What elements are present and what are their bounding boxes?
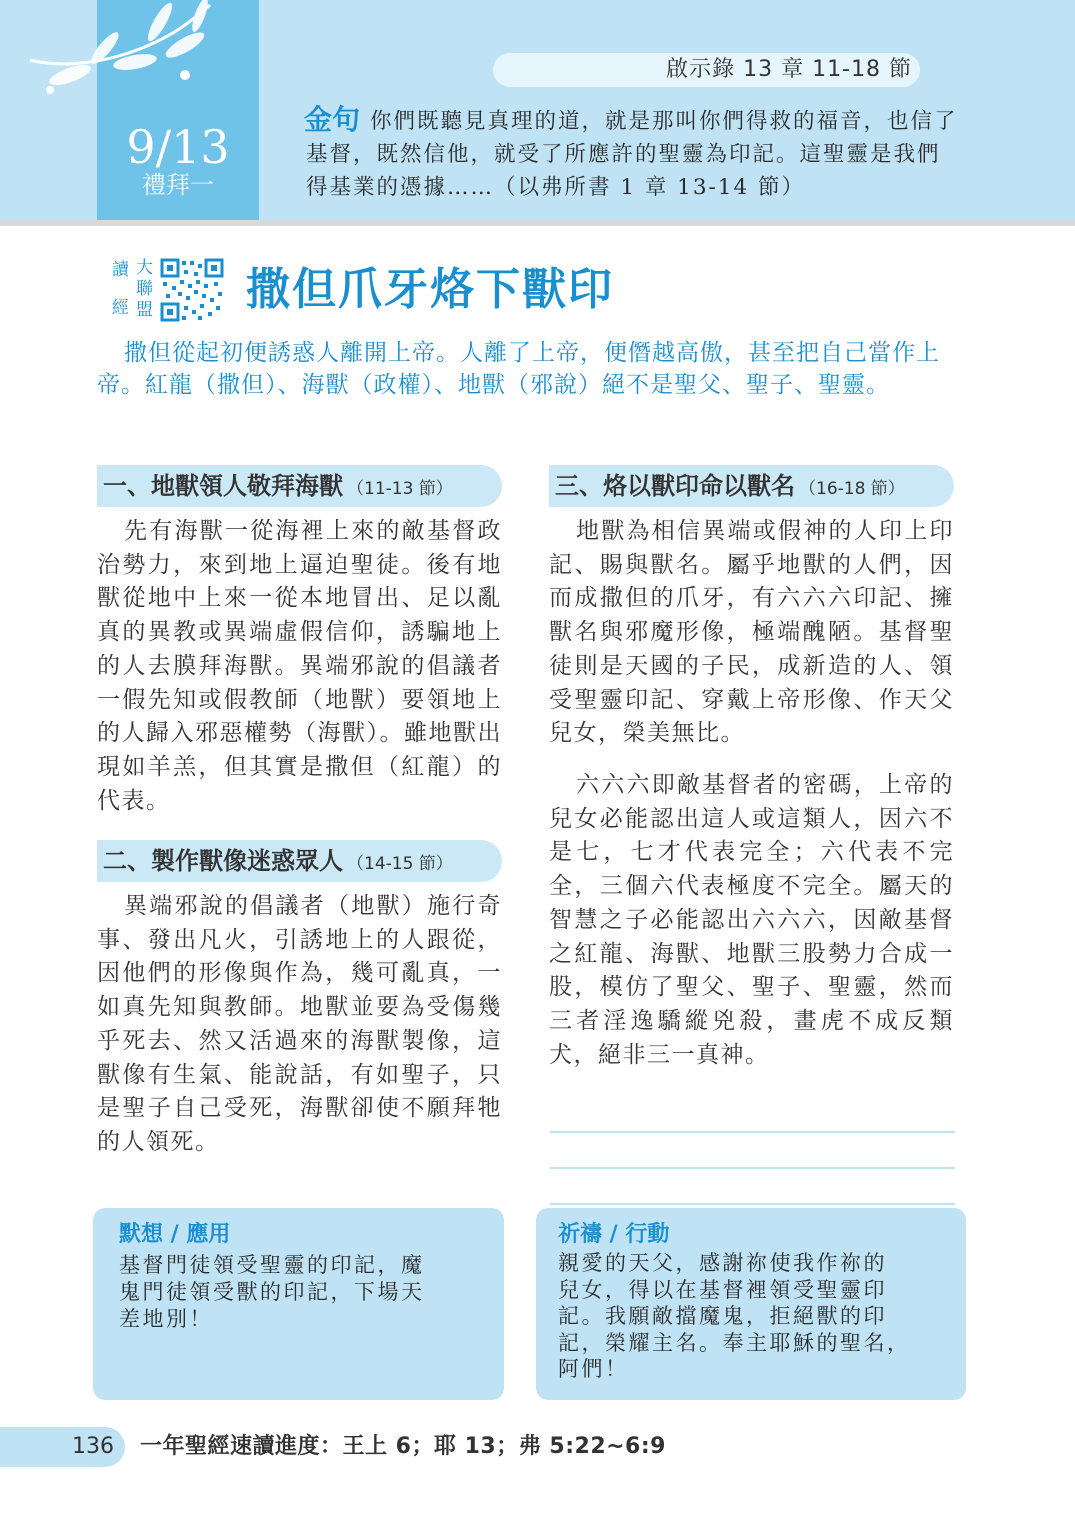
qr-code-icon[interactable] xyxy=(160,258,224,322)
scripture-reference: 啟示錄 13 章 11-18 節 xyxy=(666,57,912,82)
reflection-line: 基督門徒領受聖靈的印記，魔 xyxy=(119,1253,425,1277)
section-1-body: 先有海獸一從海裡上來的敵基督政治勢力，來到地上逼迫聖徒。後有地獸從地中上來一從本地冒出、足以亂真的異教或異端虛假信仰，誘騙地上的人去膜拜海獸。異端邪說的倡議者一假先知或假教師（地獸）要領地上的人歸入邪惡權勢（海獸）。雖地獸出現如羊羔，但其實是撒但（紅龍）的代表。 xyxy=(97,518,502,814)
section-1-ref: （11-13 節） xyxy=(347,479,453,499)
section-1-title: 一、地獸領人敬拜海獸 xyxy=(103,472,343,500)
prayer-line: 親愛的天父，感謝祢使我作祢的 xyxy=(558,1251,887,1275)
date-label: 9/13 xyxy=(126,120,230,174)
qr-caption-char: 經 xyxy=(112,298,129,318)
prayer-title: 祈禱 / 行動 xyxy=(558,1222,670,1247)
note-line xyxy=(550,1131,955,1133)
prayer-line: 記。我願敵擋魔鬼，拒絕獸的印 xyxy=(558,1304,887,1328)
golden-verse-label: 金句 xyxy=(304,103,361,136)
section-2-ref: （14-15 節） xyxy=(347,854,453,874)
qr-caption-char: 大 xyxy=(136,258,153,278)
prayer-line: 兒女，得以在基督裡領受聖靈印 xyxy=(558,1277,887,1302)
section-2-title: 二、製作獸像迷惑眾人 xyxy=(103,847,343,875)
leaf-branch-icon xyxy=(10,0,230,110)
prayer-text xyxy=(558,1250,911,1383)
golden-verse-text: 你們既聽見真理的道，就是那叫你們得救的福音，也信了基督，既然信他，就受了所應許的聖靈為印記。這聖靈是我們得基業的憑據……（以弗所書 1 章 13-14 節） xyxy=(306,109,958,200)
intro-paragraph: 撒但從起初便誘惑人離開上帝。人離了上帝，便僭越高傲，甚至把自己當作上帝。紅龍（撒但）、海獸（政權）、地獸（邪說）絕不是聖父、聖子、聖靈。 xyxy=(97,340,940,398)
qr-caption-char: 盟 xyxy=(136,300,153,320)
page-number: 136 xyxy=(72,1434,114,1459)
note-line xyxy=(550,1203,955,1205)
weekday-label: 禮拜一 xyxy=(142,171,214,199)
header-divider xyxy=(0,220,1075,226)
section-3-body: 地獸為相信異端或假神的人印上印記、賜與獸名。屬乎地獸的人們，因而成撒但的爪牙，有六六六印記、擁獸名與邪魔形像，極端醜陋。基督聖徒則是天國的子民，成新造的人、領受聖靈印記、穿戴上帝形像、作天父兒女，榮美無比。 xyxy=(549,518,954,747)
qr-caption xyxy=(112,258,160,322)
prayer-line: 阿們！ xyxy=(558,1357,629,1381)
note-line xyxy=(550,1167,955,1169)
reflection-line: 鬼門徒領受獸的印記，下場天 xyxy=(119,1280,425,1304)
prayer-box xyxy=(536,1208,966,1400)
section-2-body: 異端邪說的倡議者（地獸）施行奇事、發出凡火，引誘地上的人跟從，因他們的形像與作為，幾可亂真，一如真先知與教師。地獸並要為受傷幾乎死去、然又活過來的海獸製像，這獸像有生氣、能說話，有如聖子，只是聖子自己受死，海獸卻使不願拜牠的人領死。 xyxy=(97,893,502,1155)
reading-progress: 一年聖經速讀進度：王上 6；耶 13；弗 5:22~6:9 xyxy=(140,1434,666,1459)
prayer-line: 記，榮耀主名。奉主耶穌的聖名， xyxy=(558,1330,911,1355)
reflection-box xyxy=(93,1208,504,1400)
section-3-ref: （16-18 節） xyxy=(799,479,905,499)
section-2-heading xyxy=(97,840,502,882)
section-3-title: 三、烙以獸印命以獸名 xyxy=(555,472,795,500)
section-3-body-2: 六六六即敵基督者的密碼，上帝的兒女必能認出這人或這類人，因六不是七，七才代表完全；六代表不完全，三個六代表極度不完全。屬天的智慧之子必能認出六六六，因敵基督之紅龍、海獸、地獸三股勢力合成一股，模仿了聖父、聖子、聖靈，然而三者淫逸驕縱兇殺，畫虎不成反類犬，絕非三一真神。 xyxy=(549,772,954,1068)
qr-caption-char: 讀 xyxy=(112,260,129,280)
page-title: 撒但爪牙烙下獸印 xyxy=(246,264,614,315)
qr-caption-char: 聯 xyxy=(136,279,153,299)
section-1-heading xyxy=(97,465,502,507)
reflection-title: 默想 / 應用 xyxy=(119,1222,231,1247)
section-3-heading xyxy=(549,465,954,507)
reflection-text xyxy=(119,1252,425,1333)
reflection-line: 差地別！ xyxy=(119,1307,213,1331)
